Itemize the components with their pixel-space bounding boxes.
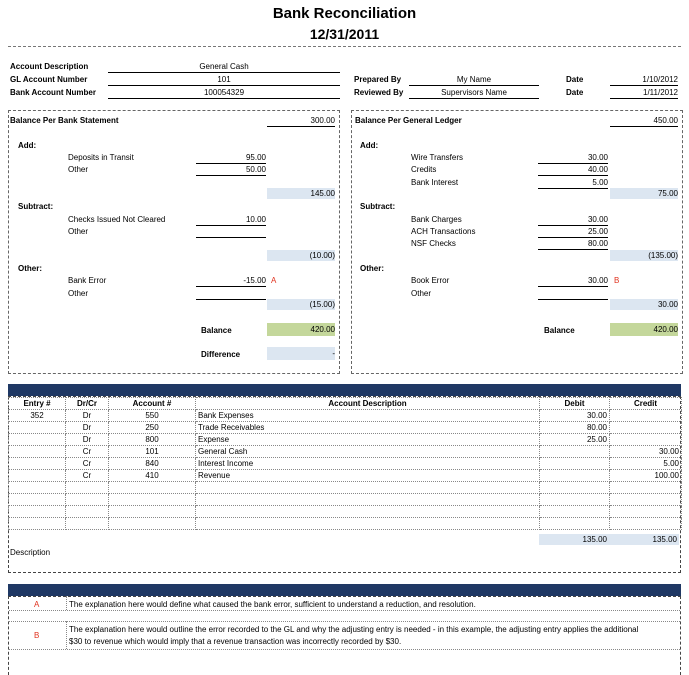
debit-cell[interactable]: 80.00 (540, 422, 610, 434)
note-key: A (34, 600, 40, 609)
table-row (9, 506, 682, 518)
entry-cell[interactable] (9, 446, 66, 458)
column-header: Account Description (196, 398, 540, 410)
gl-account-label: GL Account Number (10, 75, 88, 84)
entry-cell[interactable] (9, 482, 66, 494)
account-number-cell[interactable]: 101 (109, 446, 196, 458)
debit-cell[interactable] (540, 458, 610, 470)
report-date: 12/31/2011 (309, 26, 380, 42)
account-number-cell[interactable]: 250 (109, 422, 196, 434)
entry-cell[interactable] (9, 470, 66, 482)
account-description-label: Account Description (10, 62, 89, 71)
ledger-subtract-item-label: NSF Checks (411, 239, 456, 248)
ledger-final-balance-value: 420.00 (610, 323, 678, 336)
drcr-cell[interactable]: Cr (66, 458, 109, 470)
column-header: Dr/Cr (66, 398, 109, 410)
account-description-cell[interactable] (196, 494, 540, 506)
ledger-subtract-total: (135.00) (610, 250, 678, 261)
entry-cell[interactable] (9, 494, 66, 506)
ledger-final-balance-label: Balance (544, 326, 575, 335)
bank-other-item-label: Other (68, 289, 89, 298)
debit-cell[interactable] (540, 446, 610, 458)
ledger-other-item-value[interactable]: 30.00 (538, 275, 608, 287)
debit-cell[interactable] (540, 470, 610, 482)
difference-value: - (267, 347, 335, 360)
bank-error-note-marker: A (271, 276, 277, 285)
bank-account-field[interactable]: 100054329 (108, 87, 340, 99)
note-text[interactable]: The explanation here would outline the error recorded to the GL and why the adjusting entry is needed - in this example, the adjusting entry applies the additional (69, 625, 639, 634)
ledger-add-item-label: Bank Interest (411, 178, 459, 187)
bank-subtract-item-value[interactable]: 10.00 (196, 214, 266, 226)
bank-add-item-value[interactable]: 50.00 (196, 164, 266, 176)
prepared-date-field[interactable]: 1/10/2012 (610, 74, 678, 86)
bank-other-item-value[interactable]: -15.00 (196, 275, 266, 287)
table-row (9, 518, 682, 530)
bank-subtract-item-label: Other (68, 227, 89, 236)
ledger-other-item-label: Book Error (411, 276, 450, 285)
bank-subtract-item-label: Checks Issued Not Cleared (68, 215, 166, 224)
drcr-cell[interactable] (66, 482, 109, 494)
account-number-cell[interactable] (109, 518, 196, 530)
ledger-subtract-item-value[interactable]: 30.00 (538, 214, 608, 226)
prepared-by-label: Prepared By (354, 75, 402, 84)
ledger-subtract-item-label: ACH Transactions (411, 227, 476, 236)
account-description-cell[interactable]: Expense (196, 434, 540, 446)
note-text[interactable]: $30 to revenue which would imply that a revenue transaction was incorrectly recorded by $30. (69, 637, 402, 646)
journal-header-row (9, 398, 682, 410)
debit-cell[interactable]: 25.00 (540, 434, 610, 446)
drcr-cell[interactable] (66, 518, 109, 530)
note-row-divider (9, 621, 680, 622)
ledger-add-item-value[interactable]: 40.00 (538, 164, 608, 176)
credit-cell[interactable] (610, 410, 682, 422)
description-label: Description (10, 548, 51, 557)
bank-subtract-item-value[interactable] (196, 226, 266, 238)
ledger-other-total: 30.00 (610, 299, 678, 310)
ledger-add-item-value[interactable]: 5.00 (538, 177, 608, 189)
drcr-cell[interactable] (66, 494, 109, 506)
table-row (9, 434, 682, 446)
account-description-field[interactable]: General Cash (108, 61, 340, 73)
column-header: Account # (109, 398, 196, 410)
credit-cell[interactable] (610, 434, 682, 446)
drcr-cell[interactable]: Cr (66, 446, 109, 458)
account-number-cell[interactable]: 550 (109, 410, 196, 422)
ledger-other-item-label: Other (411, 289, 432, 298)
notes-header-bar (8, 584, 681, 596)
debit-total: 135.00 (539, 534, 609, 545)
bank-final-balance-label: Balance (201, 326, 232, 335)
prepared-date-label: Date (566, 75, 584, 84)
account-description-cell[interactable]: Bank Expenses (196, 410, 540, 422)
entry-cell[interactable] (9, 518, 66, 530)
note-divider (66, 621, 68, 649)
credit-total: 135.00 (609, 534, 679, 545)
bank-subtract-label: Subtract: (18, 202, 54, 211)
account-number-cell[interactable] (109, 494, 196, 506)
bank-balance-value[interactable]: 300.00 (267, 115, 335, 127)
title-divider (8, 46, 681, 47)
column-header: Entry # (9, 398, 66, 410)
table-row (9, 446, 682, 458)
reviewed-by-field[interactable]: Supervisors Name (409, 87, 539, 99)
gl-account-field[interactable]: 101 (108, 74, 340, 86)
column-header: Credit (610, 398, 682, 410)
bank-add-item-label: Deposits in Transit (68, 153, 134, 162)
note-row-divider (9, 610, 680, 611)
entry-cell[interactable] (9, 506, 66, 518)
page-title: Bank Reconciliation (272, 5, 417, 22)
journal-entries-table (8, 397, 682, 530)
bank-add-label: Add: (18, 141, 37, 150)
bank-add-item-value[interactable]: 95.00 (196, 152, 266, 164)
account-number-cell[interactable] (109, 482, 196, 494)
credit-cell[interactable]: 100.00 (610, 470, 682, 482)
debit-cell[interactable] (540, 518, 610, 530)
table-row (9, 470, 682, 482)
credit-cell[interactable] (610, 518, 682, 530)
drcr-cell[interactable]: Dr (66, 422, 109, 434)
note-divider (66, 596, 68, 610)
debit-cell[interactable] (540, 494, 610, 506)
account-description-cell[interactable]: Revenue (196, 470, 540, 482)
account-description-cell[interactable] (196, 506, 540, 518)
table-row (9, 410, 682, 422)
credit-cell[interactable]: 30.00 (610, 446, 682, 458)
credit-cell[interactable] (610, 422, 682, 434)
ledger-add-total: 75.00 (610, 188, 678, 199)
entry-cell[interactable] (9, 434, 66, 446)
account-description-cell[interactable] (196, 482, 540, 494)
ledger-add-label: Add: (360, 141, 379, 150)
note-text[interactable]: The explanation here would define what caused the bank error, sufficient to understand a reduction, and resolution. (69, 600, 476, 609)
drcr-cell[interactable] (66, 506, 109, 518)
table-row (9, 482, 682, 494)
bank-statement-title: Balance Per Bank Statement (10, 116, 119, 125)
table-row (9, 494, 682, 506)
ledger-add-item-label: Credits (411, 165, 437, 174)
table-row (9, 422, 682, 434)
bank-other-item-label: Bank Error (68, 276, 107, 285)
credit-cell[interactable] (610, 494, 682, 506)
entry-cell[interactable] (9, 422, 66, 434)
bank-add-item-label: Other (68, 165, 89, 174)
book-error-note-marker: B (614, 276, 620, 285)
account-number-cell[interactable] (109, 506, 196, 518)
account-description-cell[interactable]: Interest Income (196, 458, 540, 470)
reviewed-by-label: Reviewed By (354, 88, 404, 97)
note-key: B (34, 631, 40, 640)
credit-cell[interactable]: 5.00 (610, 458, 682, 470)
bank-other-label: Other: (18, 264, 42, 273)
drcr-cell[interactable]: Dr (66, 434, 109, 446)
credit-cell[interactable] (610, 506, 682, 518)
reviewed-date-label: Date (566, 88, 584, 97)
table-row (9, 458, 682, 470)
difference-label: Difference (201, 350, 241, 359)
account-description-cell[interactable]: Trade Receivables (196, 422, 540, 434)
bank-other-item-value[interactable] (196, 288, 266, 300)
credit-cell[interactable] (610, 482, 682, 494)
ledger-subtract-item-value[interactable]: 25.00 (538, 226, 608, 238)
ledger-add-item-value[interactable]: 30.00 (538, 152, 608, 164)
account-number-cell[interactable]: 410 (109, 470, 196, 482)
bank-account-label: Bank Account Number (10, 88, 96, 97)
bank-subtract-total: (10.00) (267, 250, 335, 261)
ledger-add-item-label: Wire Transfers (411, 153, 464, 162)
entry-cell[interactable] (9, 458, 66, 470)
debit-cell[interactable] (540, 506, 610, 518)
debit-cell[interactable] (540, 482, 610, 494)
reviewed-date-field[interactable]: 1/11/2012 (610, 87, 678, 99)
bank-add-total: 145.00 (267, 188, 335, 199)
bank-final-balance-value: 420.00 (267, 323, 335, 336)
journal-header-bar (8, 384, 681, 396)
ledger-subtract-label: Subtract: (360, 202, 396, 211)
ledger-other-item-value[interactable] (538, 288, 608, 300)
entry-cell[interactable]: 352 (9, 410, 66, 422)
ledger-balance-value[interactable]: 450.00 (610, 115, 678, 127)
account-number-cell[interactable]: 840 (109, 458, 196, 470)
ledger-title: Balance Per General Ledger (355, 116, 462, 125)
account-description-cell[interactable]: General Cash (196, 446, 540, 458)
bank-other-total: (15.00) (267, 299, 335, 310)
account-number-cell[interactable]: 800 (109, 434, 196, 446)
column-header: Debit (540, 398, 610, 410)
drcr-cell[interactable]: Cr (66, 470, 109, 482)
ledger-other-label: Other: (360, 264, 384, 273)
note-row-divider (9, 649, 680, 650)
prepared-by-field[interactable]: My Name (409, 74, 539, 86)
debit-cell[interactable]: 30.00 (540, 410, 610, 422)
account-description-cell[interactable] (196, 518, 540, 530)
ledger-subtract-item-value[interactable]: 80.00 (538, 238, 608, 250)
ledger-subtract-item-label: Bank Charges (411, 215, 462, 224)
drcr-cell[interactable]: Dr (66, 410, 109, 422)
